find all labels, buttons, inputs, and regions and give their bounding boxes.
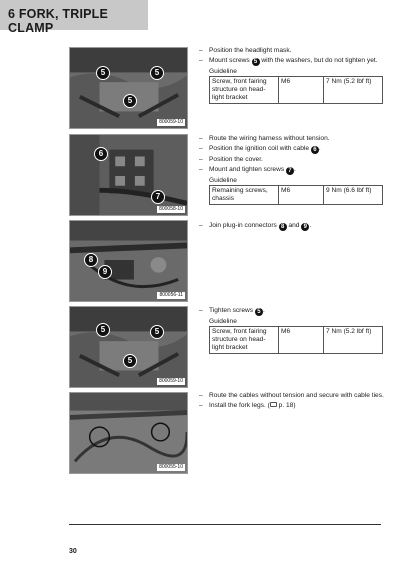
- torque-table: [209, 185, 383, 205]
- step: [199, 401, 385, 410]
- guideline-label: Guideline: [209, 68, 237, 75]
- photo-2: [69, 134, 188, 216]
- callout-7: 7: [151, 190, 165, 204]
- step-text: .: [309, 222, 312, 229]
- table-cell-item: Screw, front fairing structure on head-light bracket: [210, 77, 279, 104]
- step-text: Mount screws: [209, 57, 252, 64]
- photo-reference: 800059-10: [159, 119, 183, 125]
- callout-8: 8: [84, 253, 98, 267]
- table-cell-thread: M6: [279, 186, 324, 205]
- torque-table: [209, 326, 383, 354]
- callout-6: 6: [311, 146, 319, 154]
- callout-5: 5: [96, 323, 110, 337]
- step: [199, 46, 385, 55]
- table-cell-thread: M6: [279, 327, 324, 354]
- step: [199, 56, 385, 66]
- chapter-header: [0, 0, 148, 35]
- callout-5: 5: [123, 354, 137, 368]
- section-5: [199, 391, 385, 411]
- step-text: .: [262, 307, 265, 314]
- step-text: and: [286, 222, 302, 229]
- photo-3: [69, 220, 188, 302]
- chapter-title: 6 FORK, TRIPLE CLAMP: [8, 7, 109, 35]
- section-1: [199, 46, 385, 104]
- footer-divider: [69, 524, 381, 525]
- step-text: Position the ignition coil with cable: [209, 145, 311, 152]
- page-link[interactable]: p. 18): [276, 402, 296, 409]
- step: [199, 155, 385, 164]
- book-icon[interactable]: [270, 402, 277, 407]
- step: [199, 391, 385, 400]
- section-3: [199, 221, 385, 232]
- torque-table: [209, 76, 383, 104]
- callout-5: 5: [123, 94, 137, 108]
- callout-9: 9: [301, 223, 309, 231]
- guideline-label: Guideline: [209, 318, 237, 325]
- step-text: Position the headlight mask.: [209, 47, 292, 54]
- table-row: [210, 186, 383, 205]
- photo-1-image: [70, 48, 187, 128]
- section-2: [199, 134, 385, 205]
- photo-4: [69, 306, 188, 388]
- section-4: [199, 306, 385, 354]
- photo-reference: 800056-11: [159, 292, 183, 298]
- step-text: with the washers, but do not tighten yet.: [259, 57, 378, 64]
- step: [199, 144, 385, 154]
- table-row: [210, 327, 383, 354]
- step: [199, 134, 385, 143]
- step-text: Route the cables without tension and secure with cable ties.: [209, 392, 384, 399]
- page-number: 30: [69, 548, 77, 555]
- photo-5: [69, 392, 188, 474]
- photo-reference: 800058-10: [159, 206, 183, 212]
- callout-6: 6: [94, 147, 108, 161]
- step-text: Position the cover.: [209, 156, 263, 163]
- step-text: Mount and tighten screws: [209, 166, 286, 173]
- callout-5: 5: [252, 58, 260, 66]
- photo-1: [69, 47, 188, 129]
- table-cell-thread: M6: [279, 77, 324, 104]
- photo-4-image: [70, 307, 187, 387]
- step-text: .: [293, 166, 296, 173]
- callout-5: 5: [96, 66, 110, 80]
- step-text: Route the wiring harness without tension.: [209, 135, 330, 142]
- photo-reference: 800055-10: [159, 464, 183, 470]
- callout-5: 5: [150, 66, 164, 80]
- table-cell-torque: 9 Nm (6.6 lbf ft): [324, 186, 383, 205]
- callout-5: 5: [150, 325, 164, 339]
- photo-reference: 800059-10: [159, 378, 183, 384]
- step-text: Install the fork legs. (: [209, 402, 270, 409]
- photo-5-image: [70, 393, 187, 473]
- step: [199, 221, 385, 231]
- step-text: .: [318, 145, 321, 152]
- step: [199, 306, 385, 316]
- callout-8: 8: [279, 223, 287, 231]
- table-cell-torque: 7 Nm (5.2 lbf ft): [324, 327, 383, 354]
- step-text: Tighten screws: [209, 307, 255, 314]
- callout-5: 5: [255, 308, 263, 316]
- guideline-label: Guideline: [209, 177, 237, 184]
- table-cell-torque: 7 Nm (5.2 lbf ft): [324, 77, 383, 104]
- step-text: Join plug-in connectors: [209, 222, 279, 229]
- table-cell-item: Remaining screws, chassis: [210, 186, 279, 205]
- callout-9: 9: [98, 265, 112, 279]
- callout-7: 7: [286, 167, 294, 175]
- step: [199, 165, 385, 175]
- table-cell-item: Screw, front fairing structure on head-light bracket: [210, 327, 279, 354]
- table-row: [210, 77, 383, 104]
- photo-2-image: [70, 135, 187, 215]
